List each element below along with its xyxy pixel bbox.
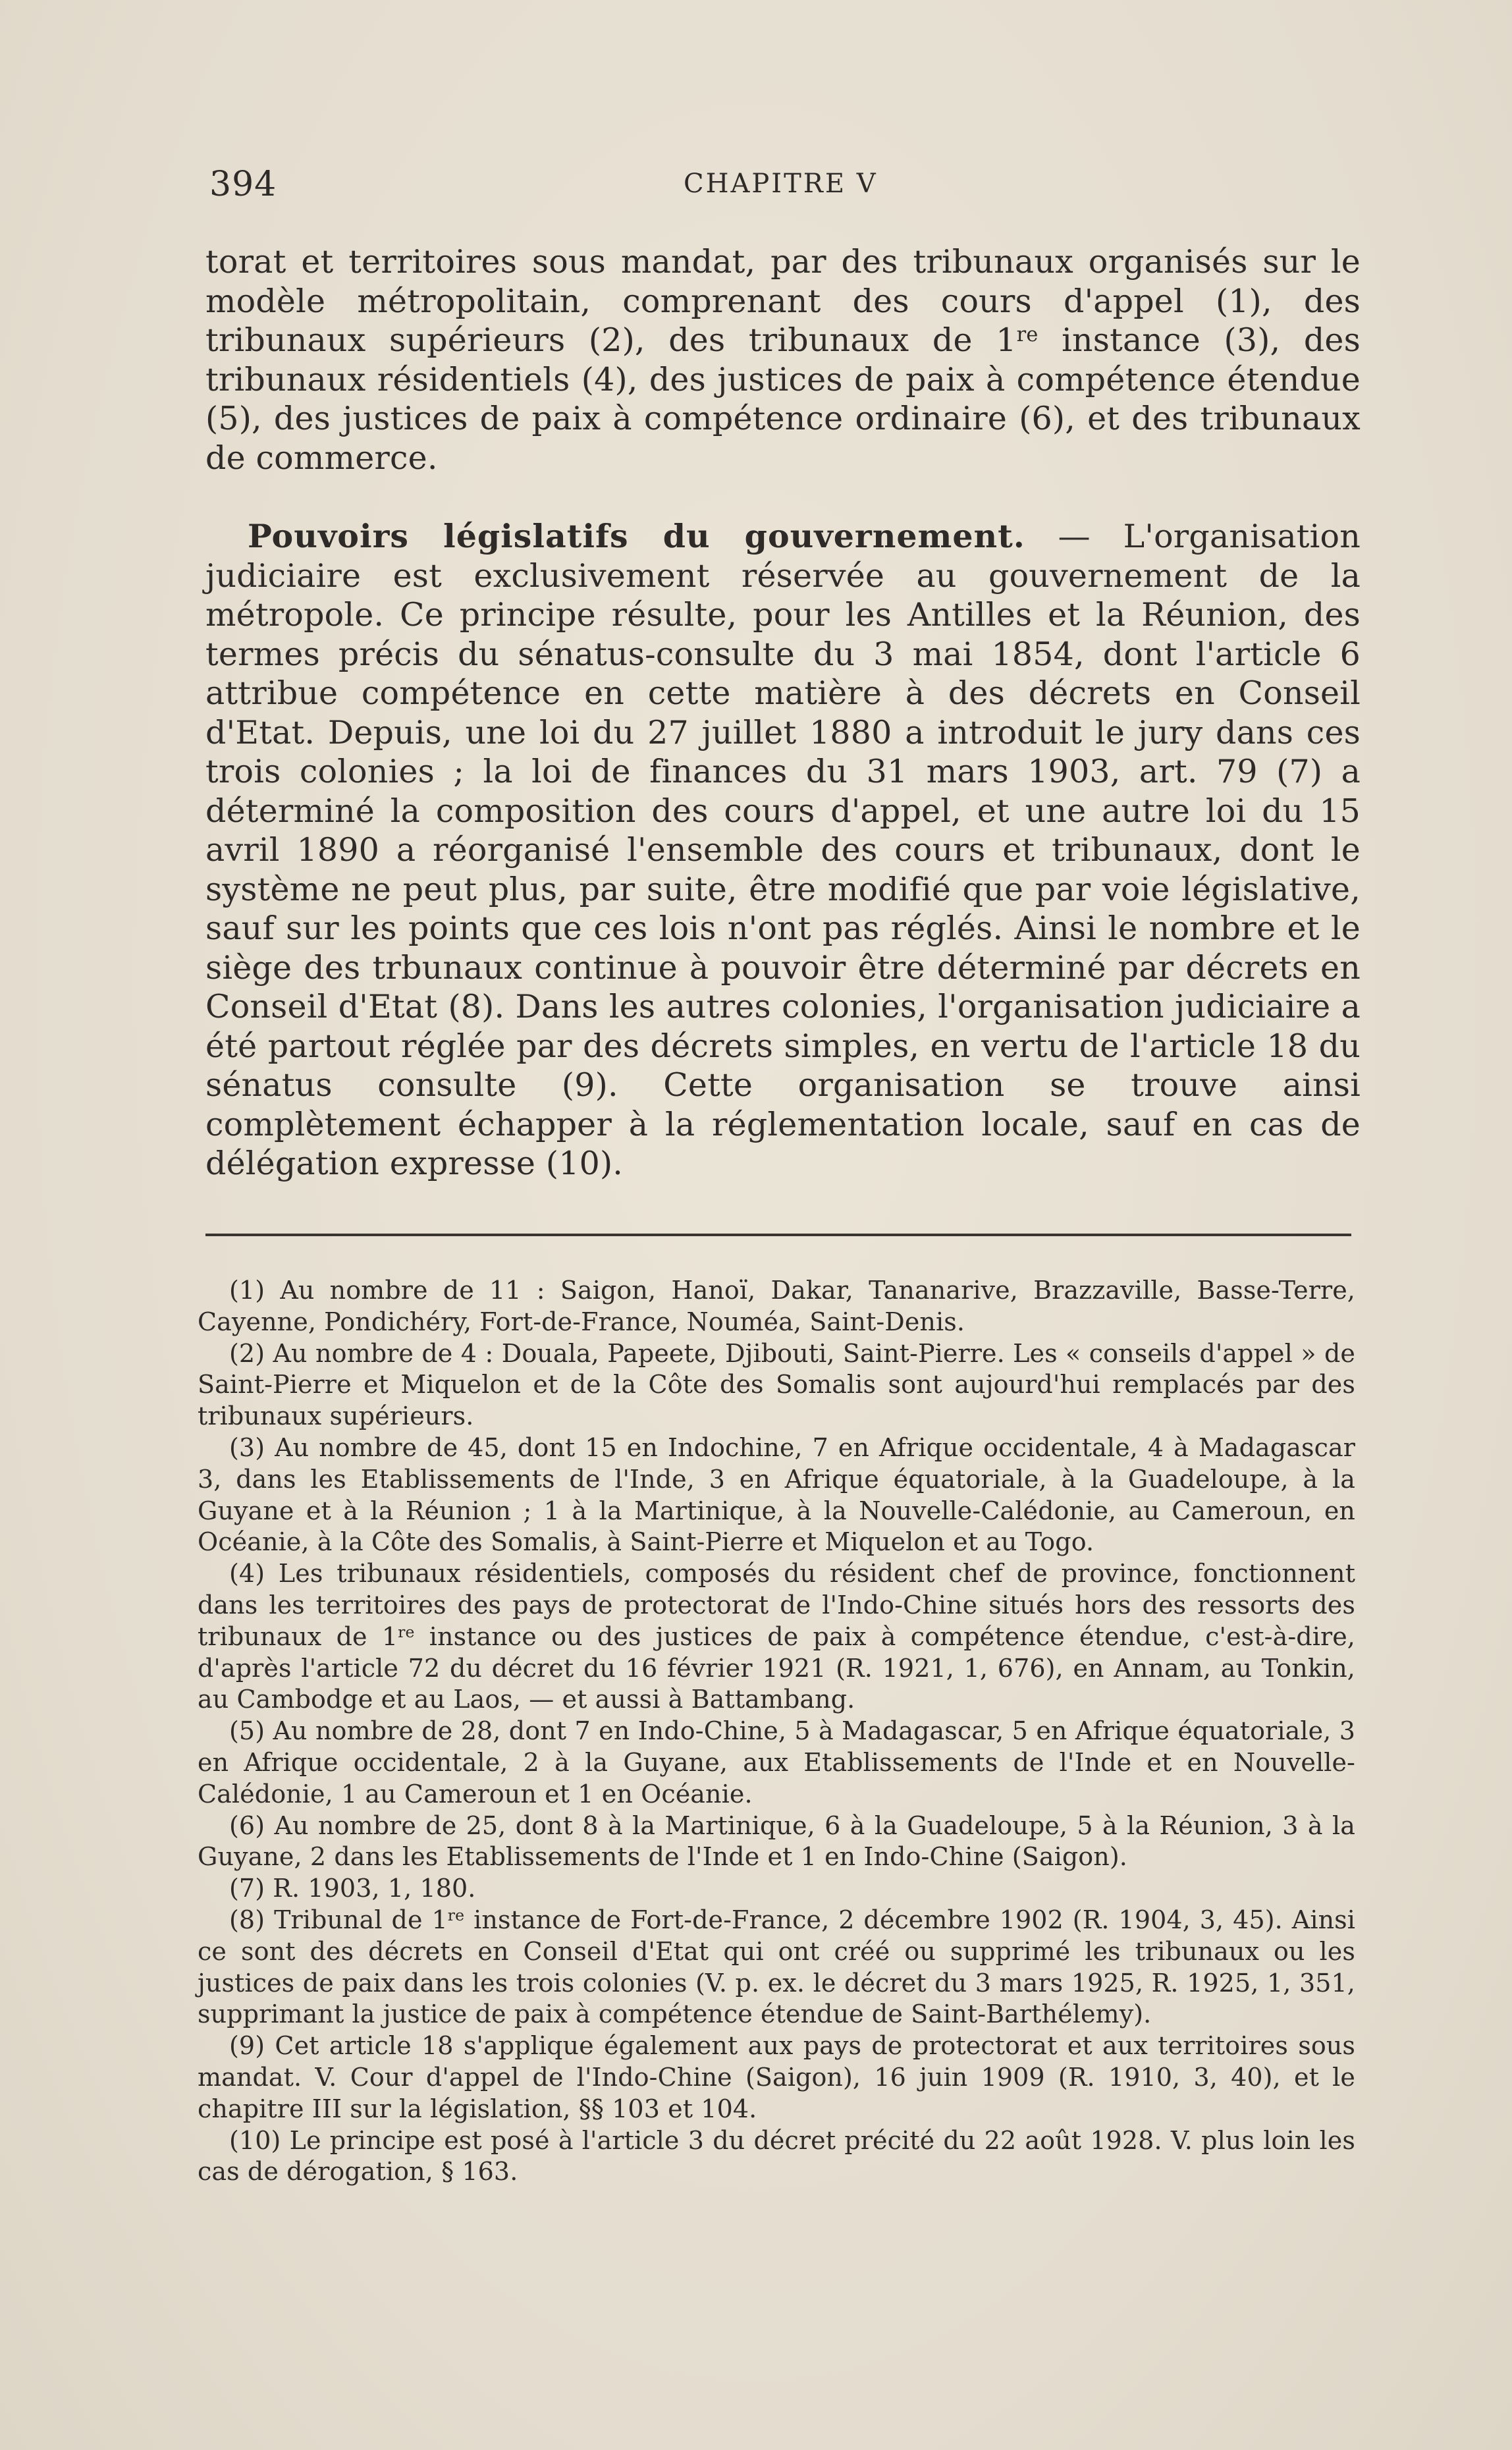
footnote-text: (4) Les tribunaux résidentiels, composés du résident chef de province, fonctionnent dans les territoires des pays de protectorat de l'Indo-Chine situés hors des ressorts des tribunaux de 1 (198, 1559, 1355, 1651)
footnote-text: (9) Cet article 18 s'applique également aux pays de protectorat et aux territoires sous mandat. V. Cour d'appel de l'Indo-Chine (Saigon), 16 juin 1909 (R. 1910, 3, 40), et le chapitre III sur la législation, §§ 103 et 104. (198, 2031, 1355, 2123)
footnote-text-continued: instance de Fort-de-France, 2 décembre 1902 (R. 1904, 3, 45). Ainsi ce sont des décrets en Conseil d'Etat qui ont créé ou supprimé les tribunaux ou les justices de paix dans les trois colonies (V. p. ex. le décret du 3 mars 1925, R. 1925, 1, 351, supprimant la justice de paix à compétence étendue de Saint-Barthélemy). (198, 1905, 1356, 2029)
footnote-text-continued: instance ou des justices de paix à compétence étendue, c'est-à-dire, d'après l'article 72 du décret du 16 février 1921 (R. 1921, 1, 676), en Annam, au Tonkin, au Cambodge et au Laos, — et aussi à Battambang. (198, 1621, 1355, 1714)
footnote-10 (198, 2125, 1355, 2189)
footnote-text: (6) Au nombre de 25, dont 8 à la Martinique, 6 à la Guadeloupe, 5 à la Réunion, 3 à la Guyane, 2 dans les Etablissements de l'Inde et 1 en Indo-Chine (Saigon). (198, 1810, 1355, 1872)
footnote-superscript: re (447, 1906, 465, 1925)
footnote-text: (1) Au nombre de 11 : Saigon, Hanoï, Dakar, Tananarive, Brazzaville, Basse-Terre, Cayenne, Pondichéry, Fort-de-France, Nouméa, Saint-Denis. (198, 1276, 1355, 1336)
footnote-4 (198, 1558, 1355, 1716)
paragraph-1 (205, 242, 1361, 477)
footnote-3 (198, 1432, 1355, 1558)
footnote-6 (198, 1810, 1355, 1874)
page-header (209, 165, 1355, 211)
footnote-1 (198, 1275, 1355, 1338)
footnotes (198, 1275, 1355, 2188)
paragraph-1-part-b: instance (3), des tribunaux résidentiels (4), des justices de paix à compétence étendue (5), des justices de paix à compétence ordinaire (6), et des tribunaux de commerce. (205, 321, 1361, 477)
footnote-text: (8) Tribunal de 1 (229, 1905, 448, 1934)
running-head: CHAPITRE V (684, 169, 878, 199)
footnote-2 (198, 1338, 1355, 1432)
paragraph-2-text: — L'organisation judiciaire est exclusivement réservée au gouvernement de la métropole. Ce principe résulte, pour les Antilles et la Réunion, des termes précis du sénatus-consulte du 3 mai 1854, dont l'article 6 attribue compétence en cette matière à des décrets en Conseil d'Etat. Depuis, une loi du 27 juillet 1880 a introduit le jury dans ces trois colonies ; la loi de finances du 31 mars 1903, art. 79 (7) a déterminé la composition des cours d'appel, et une autre loi du 15 avril 1890 a réorganisé l'ensemble des cours et tribunaux, dont le système ne peut plus, par suite, être modifié que par voie législative, sauf sur les points que ces lois n'ont pas réglés. Ainsi le nombre et le siège des trbunaux continue à pouvoir être déterminé par décrets en Conseil d'Etat (8). Dans les autres colonies, l'organisation judiciaire a été partout réglée par des décrets simples, en vertu de l'article 18 du sénatus consulte (9). Cette organisation se trouve ainsi complètement échapper à la réglementation locale, sauf en cas de délégation expresse (10). (205, 518, 1361, 1182)
footnote-text: (3) Au nombre de 45, dont 15 en Indochine, 7 en Afrique occidentale, 4 à Madagascar 3, dans les Etablissements de l'Inde, 3 en Afrique équatoriale, à la Guadeloupe, à la Guyane et à la Réunion ; 1 à la Martinique, à la Nouvelle-Calédonie, au Cameroun, en Océanie, à la Côte des Somalis, à Saint-Pierre et Miquelon et au Togo. (198, 1432, 1355, 1557)
footnote-text: (5) Au nombre de 28, dont 7 en Indo-Chine, 5 à Madagascar, 5 en Afrique équatoriale, 3 en Afrique occidentale, 2 à la Guyane, aux Etablissements de l'Inde et en Nouvelle-Calédonie, 1 au Cameroun et 1 en Océanie. (198, 1716, 1355, 1809)
footnote-separator (205, 1234, 1351, 1236)
footnote-text: (2) Au nombre de 4 : Douala, Papeete, Djibouti, Saint-Pierre. Les « conseils d'appel » de Saint-Pierre et Miquelon et de la Côte des Somalis sont aujourd'hui remplacés par des tribunaux supérieurs. (198, 1338, 1355, 1431)
paragraph-2 (205, 517, 1361, 1184)
main-text (205, 242, 1361, 1184)
footnote-5 (198, 1716, 1355, 1810)
footnote-superscript: re (398, 1623, 415, 1641)
footnote-9 (198, 2030, 1355, 2125)
paragraph-1-superscript: re (1016, 323, 1039, 346)
footnote-text: (7) R. 1903, 1, 180. (229, 1874, 476, 1903)
footnote-8 (198, 1905, 1355, 2030)
page-number: 394 (209, 165, 277, 204)
paragraph-1-part-a: torat et territoires sous mandat, par des tribunaux organisés sur le modèle métropolitain, comprenant des cours d'appel (1), des tribunaux supérieurs (2), des tribunaux de 1 (205, 243, 1361, 359)
section-heading: Pouvoirs législatifs du gouvernement. (248, 517, 1025, 555)
footnote-text: (10) Le principe est posé à l'article 3 du décret précité du 22 août 1928. V. plus loin les cas de dérogation, § 163. (198, 2125, 1355, 2187)
footnote-7 (198, 1873, 1355, 1905)
